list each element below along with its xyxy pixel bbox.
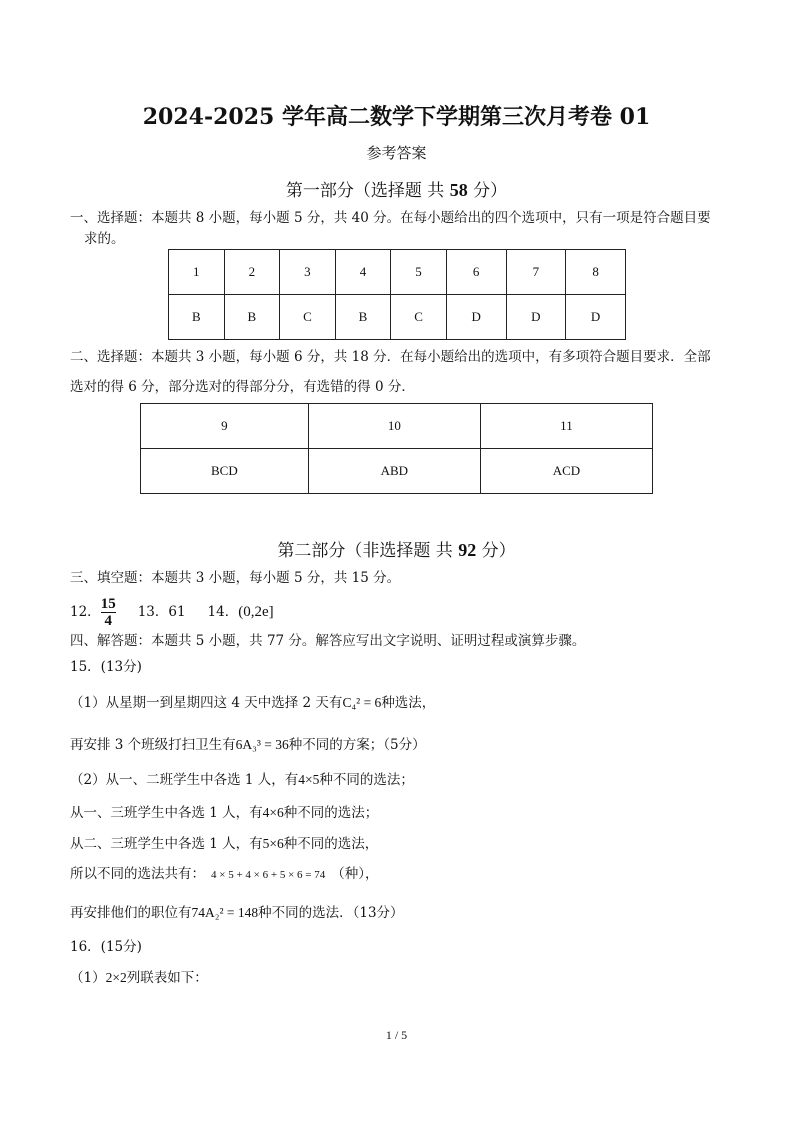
question-number-cell: 10 [308,404,480,449]
answer-cell: B [335,295,391,340]
fill-in-answers [70,594,274,630]
section-three-heading: 三、填空题：本题共 3 小题，每小题 5 分，共 15 分。 [70,570,401,586]
multiple-choice-answer-table [168,249,626,340]
multi-select-answer-table [140,403,653,494]
question-number-cell: 8 [566,250,626,295]
answer-cell: BCD [141,449,309,494]
q15-part2-line1: （2）从一、二班学生中各选 1 人，有4×5种不同的选法； [70,772,414,788]
answer-cell: D [566,295,626,340]
answer-cell: C [391,295,447,340]
q15-part1-line1: （1）从星期一到星期四这 4 天中选择 2 天有C₄² = 6种选法， [70,695,436,711]
q15-part2-line2: 从一、三班学生中各选 1 人，有4×6种不同的选法； [70,805,379,821]
q12-fraction: $\frac{15}{4}$ [100,595,116,629]
q15-part2-line3: 从二、三班学生中各选 1 人，有5×6种不同的选法， [70,836,379,852]
q14-interval: (0,2e] [238,604,274,620]
arrangement-expression: 6A₃³ = 36 [235,737,289,752]
question-number-cell: 7 [506,250,566,295]
q16-part1-line1: （1）2×2列联表如下： [70,970,208,986]
answer-cell: D [506,295,566,340]
answer-cell: D [446,295,506,340]
page-subtitle: 参考答案 [366,144,427,162]
q16-header: 16．(15分) [70,939,142,955]
question-number-cell: 2 [224,250,280,295]
question-number-cell: 9 [141,404,309,449]
section-two-instructions-line1: 二、选择题：本题共 3 小题，每小题 6 分，共 18 分．在每小题给出的选项中，有多项符合题目要求．全部 [70,349,711,365]
section-one-instructions-line1: 一、选择题：本题共 8 小题，每小题 5 分，共 40 分。在每小题给出的四个选项中，只有一项是符合题目要 [70,210,711,226]
question-number-cell: 6 [446,250,506,295]
question-number-row [169,250,626,295]
page-title: 2024-2025 学年高二数学下学期第三次月考卷 01 [142,104,651,130]
q15-part1-line2: 再安排 3 个班级打扫卫生有6A₃³ = 36种不同的方案；（5分） [70,737,426,753]
section-one-instructions-line2: 求的。 [84,231,125,247]
page-number: 1 / 5 [385,1028,408,1042]
answer-cell: ACD [480,449,652,494]
section-two-instructions-line2: 选对的得 6 分，部分选对的得部分分，有选错的得 0 分． [70,379,415,395]
q15-header: 15．(13分) [70,659,142,675]
question-number-cell: 4 [335,250,391,295]
answer-cell: C [280,295,336,340]
final-arrangement-expression: 74A₂² = 148 [191,905,259,920]
combination-expression: C₄² = 6 [342,695,382,710]
q15-part2-line4: 所以不同的选法共有： 4 × 5 + 4 × 6 + 5 × 6 = 74 （种）， [70,866,379,882]
answer-row [169,295,626,340]
answer-cell: B [224,295,280,340]
section-four-heading: 四、解答题：本题共 5 小题，共 77 分。解答应写出文字说明、证明过程或演算步骤。 [70,633,586,649]
q14-label: 14． [207,604,239,620]
answer-cell: B [169,295,225,340]
q15-part2-line5: 再安排他们的职位有74A₂² = 148种不同的选法．（13分） [70,905,404,921]
question-number-cell: 1 [169,250,225,295]
answer-cell: ABD [308,449,480,494]
question-number-row [141,404,653,449]
answer-row [141,449,653,494]
sum-expression: 4 × 5 + 4 × 6 + 5 × 6 = 74 [211,869,326,881]
q13-answer: 13．61 [137,604,186,620]
part-one-heading: 第一部分（选择题 共 58 分） [285,180,508,201]
question-number-cell: 11 [480,404,652,449]
question-number-cell: 5 [391,250,447,295]
q12-label: 12． [70,604,101,620]
question-number-cell: 3 [280,250,336,295]
part-two-heading: 第二部分（非选择题 共 92 分） [277,540,516,561]
